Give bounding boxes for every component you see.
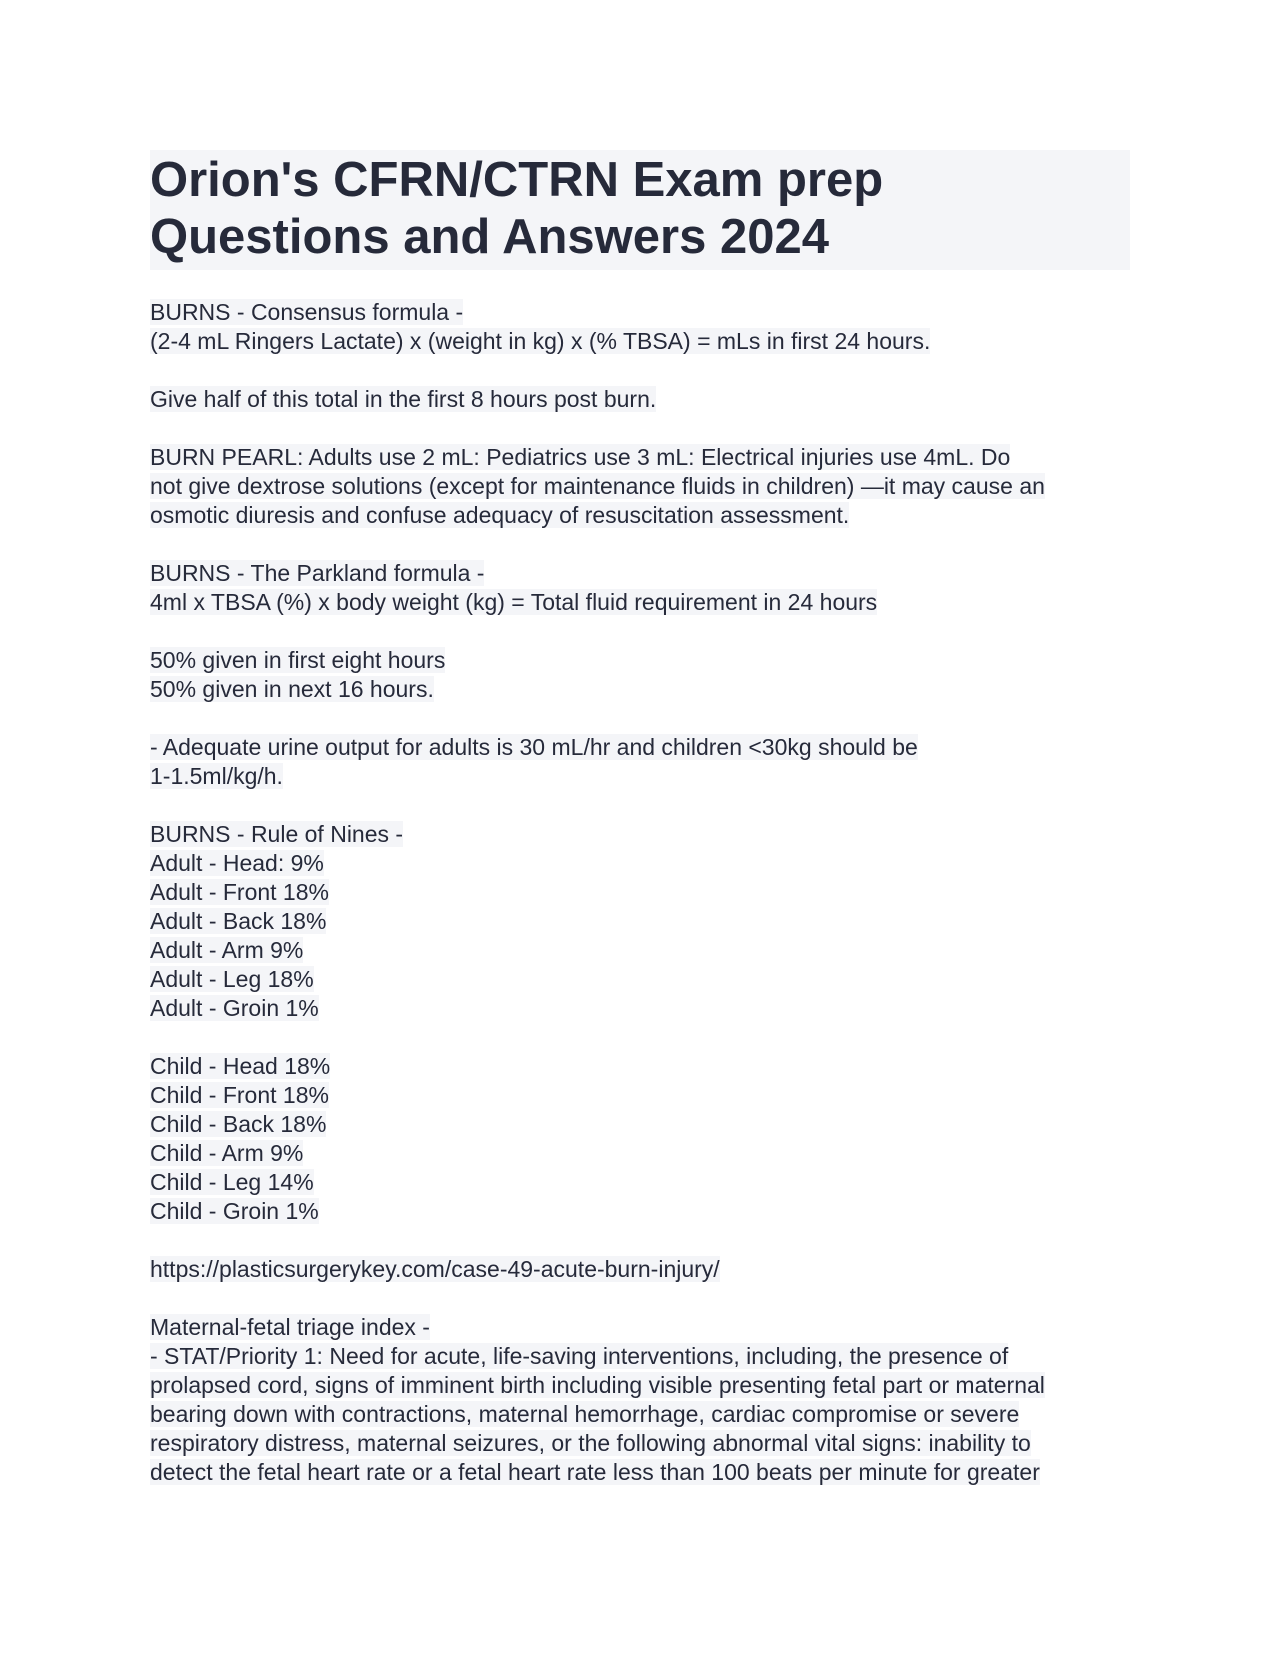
maternal-triage-section	[150, 1313, 1130, 1487]
reference-section	[150, 1255, 1130, 1284]
maternal-triage-heading: Maternal-fetal triage index -	[150, 1314, 430, 1340]
burn-pearl-line: BURN PEARL: Adults use 2 mL: Pediatrics use 3 mL: Electrical injuries use 4mL. Do	[150, 444, 1011, 470]
child-rule-item: Child - Leg 14%	[150, 1169, 314, 1195]
burn-pearl-line: osmotic diuresis and confuse adequacy of resuscitation assessment.	[150, 502, 850, 528]
half-note: Give half of this total in the first 8 hours post burn.	[150, 386, 657, 412]
maternal-triage-line: detect the fetal heart rate or a fetal heart rate less than 100 beats per minute for greater	[150, 1459, 1040, 1485]
document-title	[150, 150, 1130, 270]
burn-pearl-section	[150, 443, 1130, 530]
child-rule-item: Child - Head 18%	[150, 1053, 331, 1079]
adult-rule-item: Adult - Leg 18%	[150, 966, 314, 992]
consensus-formula: (2-4 mL Ringers Lactate) x (weight in kg) x (% TBSA) = mLs in first 24 hours.	[150, 328, 931, 354]
rule-of-nines-heading: BURNS - Rule of Nines -	[150, 821, 404, 847]
reference-link[interactable]: https://plasticsurgerykey.com/case-49-acute-burn-injury/	[150, 1256, 720, 1282]
urine-output-section	[150, 733, 1130, 791]
consensus-formula-section	[150, 298, 1130, 356]
title-line-1: Orion's CFRN/CTRN Exam prep	[150, 153, 884, 207]
rule-of-nines-adult-section	[150, 820, 1130, 1023]
child-rule-item: Child - Groin 1%	[150, 1198, 319, 1224]
adult-rule-item: Adult - Back 18%	[150, 908, 327, 934]
child-rule-item: Child - Back 18%	[150, 1111, 327, 1137]
consensus-heading: BURNS - Consensus formula -	[150, 299, 464, 325]
maternal-triage-line: bearing down with contractions, maternal hemorrhage, cardiac compromise or severe	[150, 1401, 1020, 1427]
parkland-heading: BURNS - The Parkland formula -	[150, 560, 485, 586]
half-note-section	[150, 385, 1130, 414]
child-rule-item: Child - Arm 9%	[150, 1140, 304, 1166]
urine-output-line: - Adequate urine output for adults is 30 mL/hr and children <30kg should be	[150, 734, 918, 760]
maternal-triage-line: respiratory distress, maternal seizures, or the following abnormal vital signs: inability to	[150, 1430, 1031, 1456]
rule-of-nines-child-section	[150, 1052, 1130, 1226]
title-line-2: Questions and Answers 2024	[150, 210, 829, 264]
maternal-triage-line: - STAT/Priority 1: Need for acute, life-saving interventions, including, the presence of	[150, 1343, 1009, 1369]
parkland-formula-section	[150, 559, 1130, 617]
document-page	[150, 150, 1130, 1516]
adult-rule-item: Adult - Head: 9%	[150, 850, 324, 876]
urine-output-line: 1-1.5ml/kg/h.	[150, 763, 283, 789]
distribution-line: 50% given in first eight hours	[150, 647, 446, 673]
distribution-line: 50% given in next 16 hours.	[150, 676, 434, 702]
child-rule-item: Child - Front 18%	[150, 1082, 329, 1108]
parkland-formula: 4ml x TBSA (%) x body weight (kg) = Total fluid requirement in 24 hours	[150, 589, 878, 615]
maternal-triage-line: prolapsed cord, signs of imminent birth including visible presenting fetal part or maternal	[150, 1372, 1045, 1398]
fluid-distribution-section	[150, 646, 1130, 704]
adult-rule-item: Adult - Groin 1%	[150, 995, 319, 1021]
adult-rule-item: Adult - Arm 9%	[150, 937, 304, 963]
burn-pearl-line: not give dextrose solutions (except for maintenance fluids in children) —it may cause an	[150, 473, 1045, 499]
adult-rule-item: Adult - Front 18%	[150, 879, 329, 905]
